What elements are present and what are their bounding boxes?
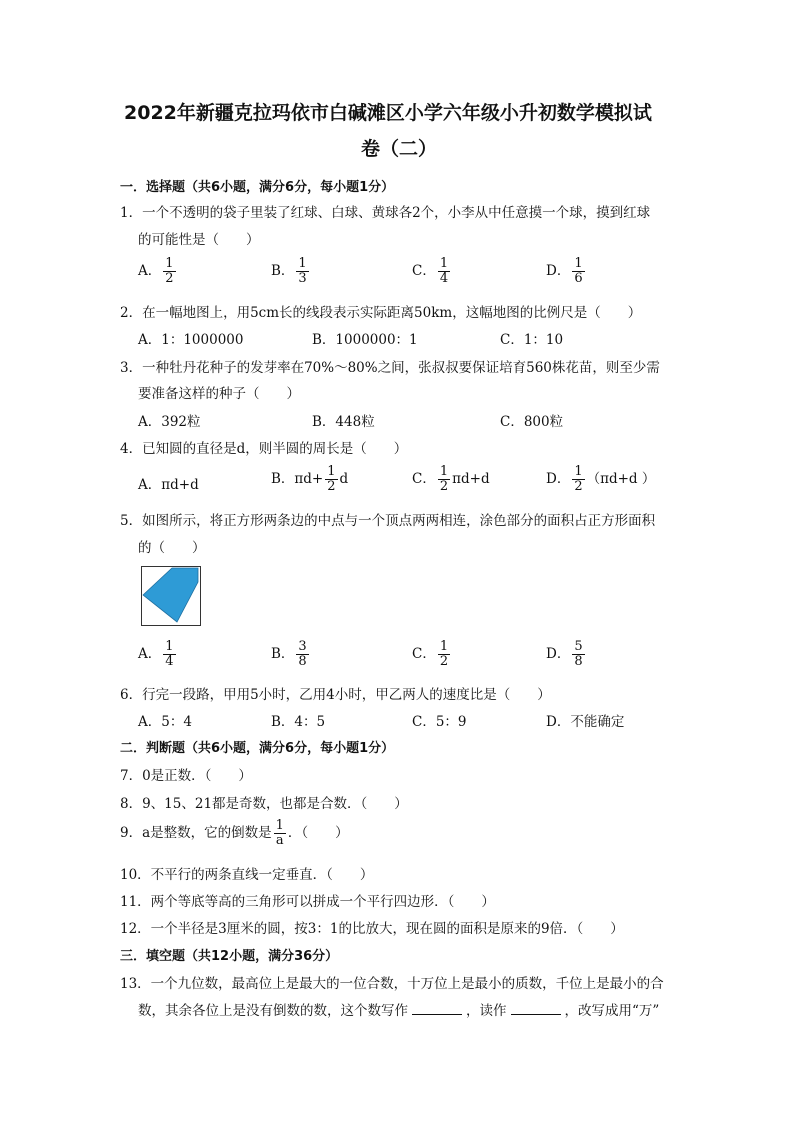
denominator: 2 (574, 479, 583, 494)
question-4-option-c[interactable] (412, 465, 490, 494)
fraction (296, 257, 308, 286)
fraction (438, 257, 450, 286)
denominator: 6 (574, 271, 583, 286)
question-3-option-b[interactable]: B．448粒 (312, 414, 375, 430)
denominator: 4 (439, 271, 449, 286)
question-5-option-c[interactable] (412, 640, 452, 669)
denominator: 2 (327, 479, 336, 494)
numerator: 1 (574, 464, 583, 479)
denominator: 8 (574, 654, 583, 669)
numerator: 1 (439, 256, 449, 271)
question-3-line1: 3．一种牡丹花种子的发芽率在70%～80%之间，张叔叔要保证培育560株花苗，则至少需 (120, 360, 660, 376)
numerator: 3 (298, 639, 307, 654)
fraction (438, 465, 450, 494)
option-label: C． (412, 646, 436, 662)
fraction (572, 257, 584, 286)
option-tail: d (339, 471, 349, 487)
question-13-line2 (138, 999, 659, 1019)
fraction (163, 640, 175, 669)
square-figure (141, 566, 201, 626)
question-1-option-d[interactable] (546, 257, 587, 286)
option-label: C． (412, 263, 436, 279)
answer-blank-written[interactable] (412, 1002, 462, 1015)
question-5-option-b[interactable] (271, 640, 311, 669)
option-tail: （πd+d ） (586, 471, 656, 487)
numerator: 5 (574, 639, 583, 654)
question-8: 8．9、15、21都是奇数，也都是合数．（ ） (120, 796, 408, 812)
question-4-line1: 4．已知圆的直径是d，则半圆的周长是（ ） (120, 441, 408, 457)
option-tail: πd+d (452, 471, 490, 487)
question-1-line1: 1．一个不透明的袋子里装了红球、白球、黄球各2个，小李从中任意摸一个球，摸到红球 (120, 205, 651, 221)
fraction (438, 640, 450, 669)
denominator: 4 (165, 654, 174, 669)
option-label: B． (271, 263, 295, 279)
question-6-option-c[interactable]: C．5：9 (412, 714, 467, 730)
fraction (572, 640, 584, 669)
denominator: 2 (439, 479, 449, 494)
question-4-option-d[interactable] (546, 465, 655, 494)
numerator: 1 (574, 256, 583, 271)
question-2-option-a[interactable]: A．1：1000000 (138, 332, 244, 348)
question-1-line2: 的可能性是（ ） (138, 232, 260, 248)
question-10: 10．不平行的两条直线一定垂直．（ ） (120, 867, 374, 883)
question-6-line1: 6．行完一段路，甲用5小时，乙用4小时，甲乙两人的速度比是（ ） (120, 687, 551, 703)
question-5-option-d[interactable] (546, 640, 587, 669)
numerator: 1 (298, 256, 307, 271)
denominator: 2 (439, 654, 449, 669)
denominator: 8 (298, 654, 307, 669)
option-label: A． (138, 646, 162, 662)
question-2-option-c[interactable]: C．1：10 (500, 332, 564, 348)
question-9 (120, 819, 349, 848)
numerator: 1 (439, 639, 449, 654)
question-13-text-c: ，改写成用“万” (564, 1003, 660, 1019)
question-6-option-d[interactable]: D．不能确定 (546, 714, 625, 730)
section-2-header: 二．判断题（共6小题，满分6分，每小题1分） (120, 741, 395, 756)
question-1-option-b[interactable] (271, 257, 311, 286)
numerator: 1 (165, 639, 174, 654)
fraction (163, 257, 175, 286)
numerator: 1 (275, 818, 284, 833)
denominator: 2 (165, 271, 174, 286)
fraction (572, 465, 584, 494)
question-5-line1: 5．如图所示，将正方形两条边的中点与一个顶点两两相连，涂色部分的面积占正方形面积 (120, 513, 656, 529)
question-2-option-b[interactable]: B．1000000：1 (312, 332, 418, 348)
option-label: B．πd+ (271, 471, 324, 487)
question-5-line2: 的（ ） (138, 540, 206, 556)
question-9-tail: ．（ ） (287, 825, 349, 841)
question-1-option-c[interactable] (412, 257, 452, 286)
option-label: D． (546, 471, 571, 487)
fraction (296, 640, 308, 669)
section-1-header: 一．选择题（共6小题，满分6分，每小题1分） (120, 180, 395, 195)
page-title-line1: 2022年新疆克拉玛依市白碱滩区小学六年级小升初数学模拟试 (124, 102, 652, 124)
question-4-option-a[interactable]: A．πd+d (138, 477, 199, 493)
question-1-option-a[interactable] (138, 257, 178, 286)
question-4-option-b[interactable] (271, 465, 348, 494)
question-13-text-b: ，读作 (466, 1003, 507, 1019)
question-6-option-b[interactable]: B．4：5 (271, 714, 326, 730)
question-2-line1: 2．在一幅地图上，用5cm长的线段表示实际距离50km，这幅地图的比例尺是（ ） (120, 305, 642, 321)
question-6-option-a[interactable]: A．5：4 (138, 714, 192, 730)
question-7: 7．0是正数．（ ） (120, 768, 252, 784)
option-label: A． (138, 263, 162, 279)
option-label: B． (271, 646, 295, 662)
option-label: C． (412, 471, 436, 487)
numerator: 1 (439, 464, 449, 479)
section-3-header: 三．填空题（共12小题，满分36分） (120, 949, 339, 964)
denominator: 3 (298, 271, 307, 286)
fraction (274, 819, 286, 848)
question-13-text-a: 数，其余各位上是没有倒数的数，这个数写作 (138, 1003, 408, 1019)
option-label: D． (546, 646, 571, 662)
question-13-line1: 13．一个九位数，最高位上是最大的一位合数，十万位上是最小的质数，千位上是最小的合 (120, 976, 664, 992)
fraction (325, 465, 337, 494)
question-3-option-a[interactable]: A．392粒 (138, 414, 201, 430)
question-5-option-a[interactable] (138, 640, 178, 669)
numerator: 1 (327, 464, 336, 479)
denominator: a (275, 833, 284, 848)
page-title-line2: 卷（二） (361, 138, 438, 160)
question-11: 11．两个等底等高的三角形可以拼成一个平行四边形．（ ） (120, 894, 495, 910)
question-9-text: 9．a是整数，它的倒数是 (120, 825, 272, 841)
answer-blank-read[interactable] (511, 1002, 561, 1015)
numerator: 1 (165, 256, 174, 271)
question-12: 12．一个半径是3厘米的圆，按3：1的比放大，现在圆的面积是原来的9倍．（ ） (120, 921, 624, 937)
question-3-option-c[interactable]: C．800粒 (500, 414, 564, 430)
option-label: D． (546, 263, 571, 279)
question-3-line2: 要准备这样的种子（ ） (138, 386, 300, 402)
